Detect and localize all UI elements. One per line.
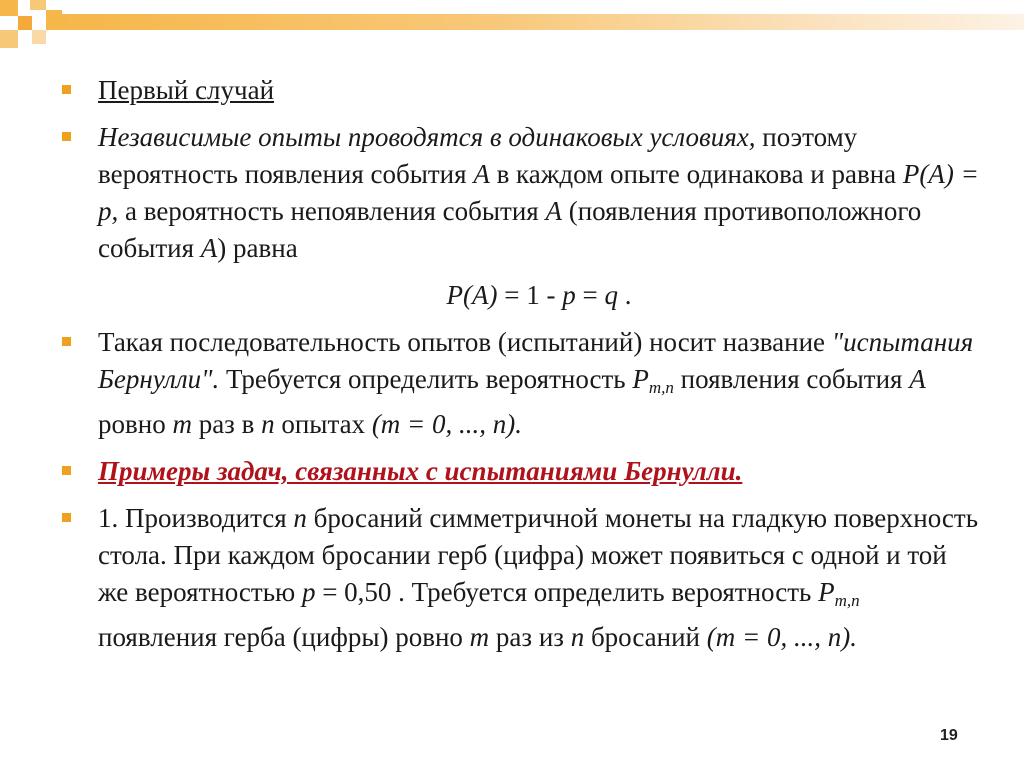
text: = 0,50 . Требуется определить вероятность — [315, 577, 819, 607]
text: бросаний симметричной монеты на гладкую поверхность стола. При каждом бросании герб (цифра) может появиться с одной и той же вероятностью — [98, 503, 979, 607]
deco-square — [0, 30, 18, 48]
bullet-icon — [62, 466, 71, 475]
text: а вероятность непоявления события — [118, 196, 546, 226]
text: Требуется определить вероятность — [219, 364, 633, 394]
bullet-icon — [62, 513, 71, 522]
list-item — [60, 72, 980, 109]
deco-square — [18, 16, 32, 30]
text: поэтому вероятность появления события — [98, 122, 858, 189]
probability-expression: P(A) = p, — [98, 159, 979, 226]
text: ) равна — [217, 233, 298, 263]
list-item — [60, 453, 980, 490]
slide-header-decoration — [0, 0, 1024, 60]
event-symbol: A — [473, 159, 490, 189]
variable: n — [293, 503, 307, 533]
range-expression: (m = 0, ..., n). — [706, 622, 857, 652]
text: появления события — [673, 364, 910, 394]
text: 1. Производится — [98, 503, 294, 533]
deco-square — [30, 0, 46, 10]
variable: n — [261, 409, 275, 439]
formula-part: = — [575, 280, 605, 310]
variable: n — [570, 622, 585, 652]
formula-part: . — [617, 280, 632, 310]
text: Такая последовательность опытов (испытаний) носит название — [98, 327, 832, 357]
variable: p — [301, 577, 316, 607]
bullet-icon — [62, 132, 71, 141]
examples-heading: Примеры задач, связанных с испытаниями Бернулли. — [98, 456, 743, 486]
subscript: m,n — [648, 378, 674, 397]
deco-square — [32, 30, 46, 44]
formula — [60, 277, 980, 314]
formula-part: = 1 - — [497, 280, 563, 310]
section-title: Первый случай — [98, 75, 275, 105]
formula-lhs: P(A) — [446, 280, 498, 310]
list-item — [60, 119, 980, 267]
bullet-icon — [62, 337, 71, 346]
range-expression: (m = 0, ..., n). — [371, 409, 523, 439]
text-italic: Независимые опыты проводятся в одинаковых условиях, — [98, 122, 756, 152]
text-italic: "испытания Бернулли". — [98, 327, 974, 394]
text: в каждом опыте одинакова и равна — [489, 159, 903, 189]
text: (появления противоположного события — [98, 196, 922, 263]
text: опытах — [274, 409, 372, 439]
header-gradient-bar — [62, 14, 1024, 30]
slide-content — [60, 72, 980, 666]
list-item — [60, 324, 980, 443]
page-number: 19 — [940, 727, 958, 744]
event-symbol: A — [909, 364, 926, 394]
text: раз из — [489, 622, 571, 652]
text: ровно — [98, 409, 173, 439]
text: бросаний — [584, 622, 707, 652]
formula-var: q — [604, 280, 618, 310]
deco-square — [0, 0, 18, 16]
text: раз в — [191, 409, 262, 439]
text: появления герба (цифры) ровно — [98, 622, 470, 652]
deco-square — [46, 10, 62, 30]
list-item — [60, 500, 980, 656]
formula-var: p — [562, 280, 576, 310]
variable: m — [172, 409, 192, 439]
variable: m — [469, 622, 490, 652]
event-symbol: A — [200, 233, 218, 263]
event-symbol: A — [545, 196, 562, 226]
subscript: m,n — [834, 591, 860, 610]
probability-symbol: P — [818, 577, 835, 607]
bullet-icon — [62, 85, 71, 94]
probability-symbol: P — [632, 364, 649, 394]
